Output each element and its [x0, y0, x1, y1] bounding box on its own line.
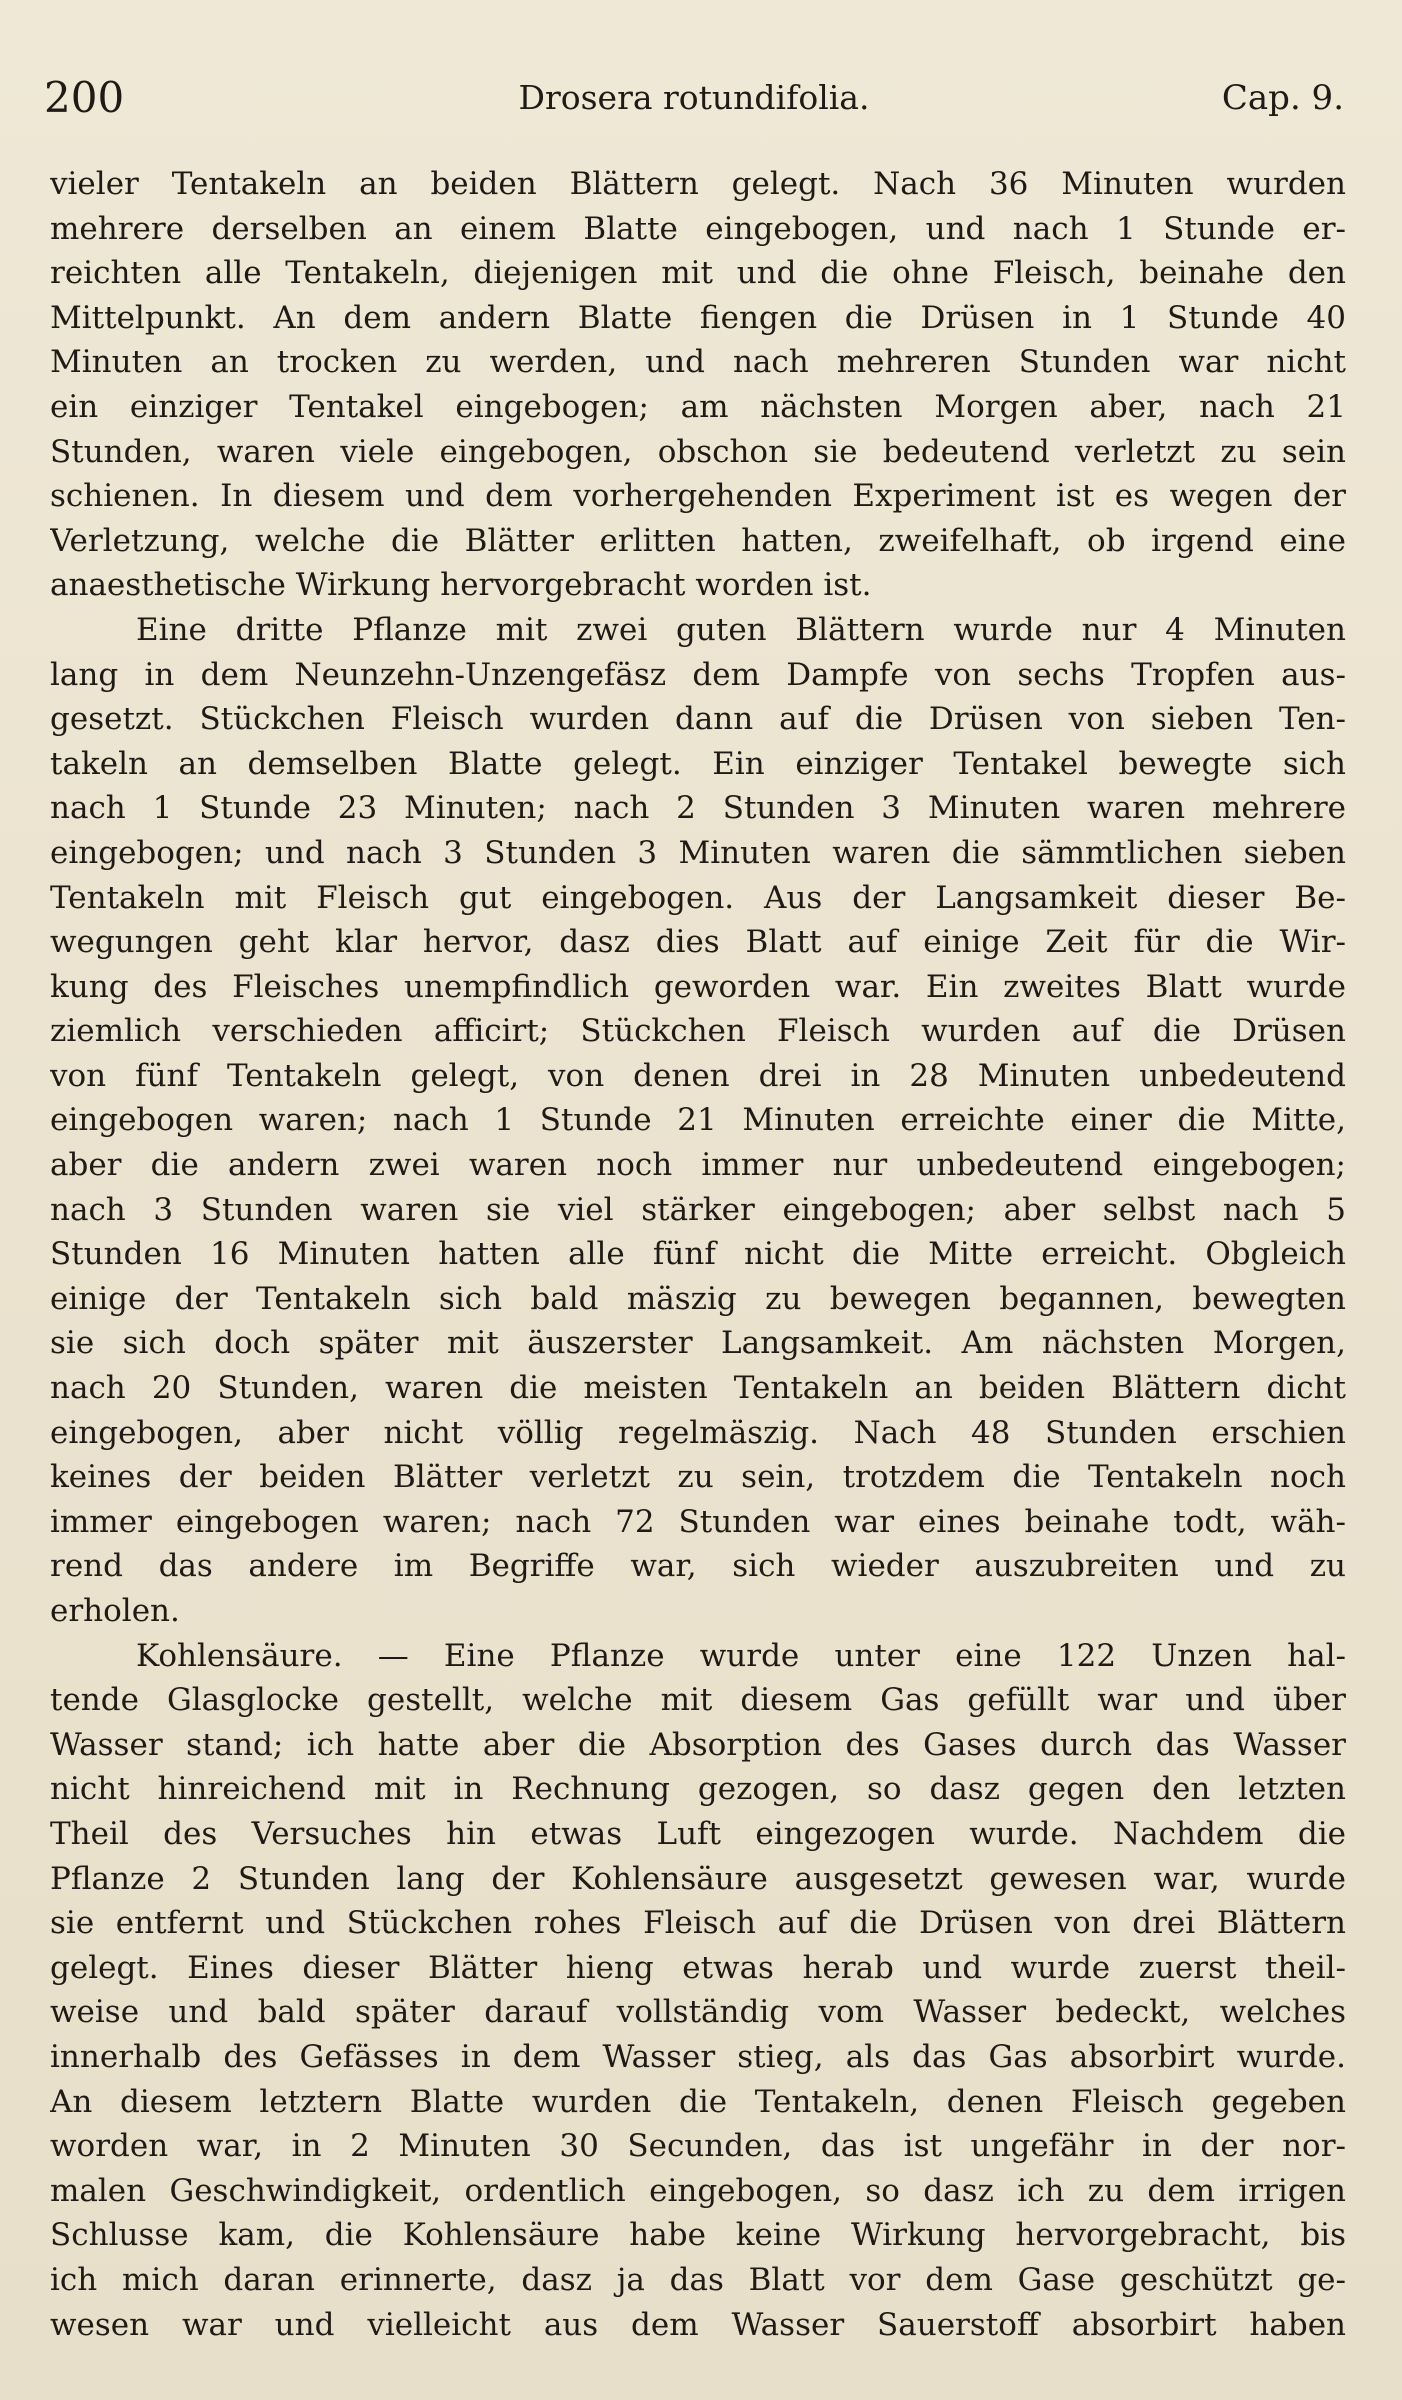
text-line: Kohlensäure. — Eine Pflanze wurde unter eine 122 Unzen hal-	[136, 1637, 1346, 1674]
text-line: ein einziger Tentakel eingebogen; am nächsten Morgen aber, nach 21	[50, 388, 1346, 425]
text-line: mehrere derselben an einem Blatte eingebogen, und nach 1 Stunde er-	[50, 210, 1346, 247]
text-line: Tentakeln mit Fleisch gut eingebogen. Aus der Langsamkeit dieser Be-	[50, 879, 1346, 916]
text-line: Eine dritte Pflanze mit zwei guten Blättern wurde nur 4 Minuten	[136, 611, 1346, 648]
text-line: malen Geschwindigkeit, ordentlich eingebogen, so dasz ich zu dem irrigen	[50, 2172, 1346, 2209]
text-line: lang in dem Neunzehn-Unzengefäsz dem Dampfe von sechs Tropfen aus-	[50, 656, 1346, 693]
text-line: wesen war und vielleicht aus dem Wasser Sauerstoff absorbirt haben	[50, 2306, 1346, 2343]
text-line: nach 3 Stunden waren sie viel stärker eingebogen; aber selbst nach 5	[50, 1191, 1346, 1228]
text-line: aber die andern zwei waren noch immer nur unbedeutend eingebogen;	[50, 1147, 1346, 1184]
text-line: Mittelpunkt. An dem andern Blatte fiengen die Drüsen in 1 Stunde 40	[50, 299, 1346, 336]
text-line: Verletzung, welche die Blätter erlitten hatten, zweifelhaft, ob irgend eine	[50, 522, 1346, 559]
text-line: eingebogen waren; nach 1 Stunde 21 Minuten erreichte einer die Mitte,	[50, 1102, 1346, 1139]
body-text	[50, 162, 1346, 2347]
running-title: Drosera rotundifolia.	[518, 78, 870, 117]
text-line: schienen. In diesem und dem vorhergehenden Experiment ist es wegen der	[50, 478, 1346, 515]
text-line: gelegt. Eines dieser Blätter hieng etwas herab und wurde zuerst theil-	[50, 1949, 1346, 1986]
text-line: sie entfernt und Stückchen rohes Fleisch auf die Drüsen von drei Blättern	[50, 1905, 1346, 1942]
text-line: gesetzt. Stückchen Fleisch wurden dann auf die Drüsen von sieben Ten-	[50, 701, 1346, 738]
text-line: nicht hinreichend mit in Rechnung gezogen, so dasz gegen den letzten	[50, 1771, 1346, 1808]
chapter-label: Cap. 9.	[1221, 78, 1344, 118]
text-line: Pflanze 2 Stunden lang der Kohlensäure ausgesetzt gewesen war, wurde	[50, 1860, 1346, 1897]
text-line: kung des Fleisches unempfindlich geworden war. Ein zweites Blatt wurde	[50, 968, 1346, 1005]
text-line: eingebogen; und nach 3 Stunden 3 Minuten waren die sämmtlichen sieben	[50, 834, 1346, 871]
text-line: wegungen geht klar hervor, dasz dies Blatt auf einige Zeit für die Wir-	[50, 924, 1346, 961]
page-number: 200	[44, 73, 125, 122]
text-line: rend das andere im Begriffe war, sich wieder auszubreiten und zu	[50, 1548, 1346, 1585]
text-line: An diesem letztern Blatte wurden die Tentakeln, denen Fleisch gegeben	[50, 2083, 1346, 2120]
text-line: eingebogen, aber nicht völlig regelmäszig. Nach 48 Stunden erschien	[50, 1414, 1346, 1451]
text-line: innerhalb des Gefässes in dem Wasser stieg, als das Gas absorbirt wurde.	[50, 2038, 1346, 2075]
text-line: sie sich doch später mit äuszerster Langsamkeit. Am nächsten Morgen,	[50, 1325, 1346, 1362]
text-line: reichten alle Tentakeln, diejenigen mit und die ohne Fleisch, beinahe den	[50, 255, 1346, 292]
text-line: nach 20 Stunden, waren die meisten Tentakeln an beiden Blättern dicht	[50, 1370, 1346, 1407]
text-line: worden war, in 2 Minuten 30 Secunden, das ist ungefähr in der nor-	[50, 2128, 1346, 2165]
text-line: immer eingebogen waren; nach 72 Stunden war eines beinahe todt, wäh-	[50, 1503, 1346, 1540]
text-line: nach 1 Stunde 23 Minuten; nach 2 Stunden 3 Minuten waren mehrere	[50, 790, 1346, 827]
text-line: Theil des Versuches hin etwas Luft eingezogen wurde. Nachdem die	[50, 1815, 1346, 1852]
text-line: takeln an demselben Blatte gelegt. Ein einziger Tentakel bewegte sich	[50, 745, 1346, 782]
text-line: anaesthetische Wirkung hervorgebracht worden ist.	[50, 567, 872, 604]
text-line: Stunden, waren viele eingebogen, obschon sie bedeutend verletzt zu sein	[50, 433, 1346, 470]
text-line: Schlusse kam, die Kohlensäure habe keine Wirkung hervorgebracht, bis	[50, 2217, 1346, 2254]
text-line: Stunden 16 Minuten hatten alle fünf nicht die Mitte erreicht. Obgleich	[50, 1236, 1346, 1273]
text-line: Wasser stand; ich hatte aber die Absorption des Gases durch das Wasser	[50, 1726, 1346, 1763]
text-line: tende Glasglocke gestellt, welche mit diesem Gas gefüllt war und über	[50, 1682, 1346, 1719]
text-line: weise und bald später darauf vollständig vom Wasser bedeckt, welches	[50, 1994, 1346, 2031]
text-line: Minuten an trocken zu werden, und nach mehreren Stunden war nicht	[50, 344, 1346, 381]
text-line: vieler Tentakeln an beiden Blättern gelegt. Nach 36 Minuten wurden	[50, 166, 1346, 202]
text-line: ich mich daran erinnerte, dasz ja das Blatt vor dem Gase geschützt ge-	[50, 2261, 1346, 2298]
text-line: einige der Tentakeln sich bald mäszig zu bewegen begannen, bewegten	[50, 1280, 1346, 1317]
text-line: von fünf Tentakeln gelegt, von denen drei in 28 Minuten unbedeutend	[50, 1057, 1346, 1094]
page-header	[44, 70, 1344, 126]
text-line: ziemlich verschieden afficirt; Stückchen Fleisch wurden auf die Drüsen	[50, 1013, 1346, 1050]
text-line: erholen.	[50, 1593, 180, 1629]
text-line: keines der beiden Blätter verletzt zu sein, trotzdem die Tentakeln noch	[50, 1459, 1346, 1496]
